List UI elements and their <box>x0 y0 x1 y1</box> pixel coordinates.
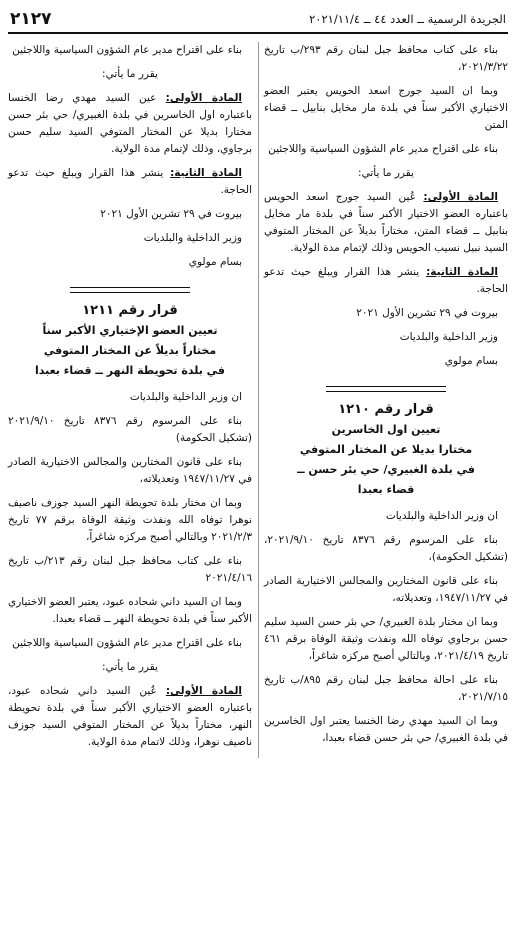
decree-title-line: تعيين اول الخاسرين <box>331 423 441 436</box>
article-label: المادة الأولى: <box>165 92 242 104</box>
paragraph: بناء على كتاب محافظ جبل لبنان رقم ٢١٣/ب تاريخ ٢٠٢١/٤/١٦ <box>8 555 252 584</box>
decides-heading: يقرر ما يأتي: <box>358 167 414 179</box>
decree-title-line: قضاء بعبدا <box>357 483 415 496</box>
issue-date: بيروت في ٢٩ تشرين الأول ٢٠٢١ <box>100 208 242 220</box>
paragraph: وبما ان مختار بلدة الغبيري/ حي بئر حسن السيد سليم حسن برجاوي توفاه الله ونفذت وثيقة الوفاة برقم ٤٦١ تاريخ ٢٠٢١/٤/١٩، وبالتالي أصبح مركزه شاغراً، <box>264 616 508 662</box>
decree-title-line: مختاراً بديلاً عن المختار المتوفي <box>43 344 217 357</box>
left-column <box>8 42 252 758</box>
article-text: عُين السيد داني شحاده عبود، باعتباره العضو الاختياري الأكبر سناً في بلدة تحويطة النهر، مختاراً بديلاً عن المختار المتوفي السيد جوزف ناصيف نوهرا، وذلك لاتمام مدة الولاية. <box>8 685 252 748</box>
decree-number: قرار رقم ١٢١٠ <box>338 402 434 417</box>
signer-name: بسام مولوي <box>444 355 498 367</box>
paragraph: ان وزير الداخلية والبلديات <box>385 510 498 522</box>
minister-title: وزير الداخلية والبلديات <box>143 232 242 244</box>
article-label: المادة الثانية: <box>426 266 498 278</box>
paragraph: بناء على اقتراح مدير عام الشؤون السياسية واللاجئين <box>268 143 498 155</box>
paragraph: ان وزير الداخلية والبلديات <box>129 391 242 403</box>
decree-heading <box>8 303 252 381</box>
decree-heading <box>264 402 508 500</box>
paragraph: وبما ان السيد داني شحاده عبود، يعتبر العضو الاختياري الأكبر سناً في بلدة تحويطة النهر ــ قضاء بعبدا. <box>8 596 252 625</box>
article-label: المادة الثانية: <box>170 167 242 179</box>
columns <box>8 42 508 758</box>
decides-heading: يقرر ما يأتي: <box>102 661 158 673</box>
issue-date: بيروت في ٢٩ تشرين الأول ٢٠٢١ <box>356 307 498 319</box>
paragraph: بناء على المرسوم رقم ٨٣٧٦ تاريخ ٢٠٢١/٩/١٠، (تشكيل الحكومة)، <box>264 534 508 563</box>
article-text: عُين السيد جورج اسعد الحويس باعتباره العضو الاختيار الأكبر سناً في بلدة مار مخايل بنابيل ــ قضاء المتن، مختاراً بديلاً عن المختار المتوفي السيد نبيل نسيب الحويس وذلك لإتمام مدة الولاية. <box>264 191 508 254</box>
article-one <box>8 90 252 158</box>
article-two <box>8 165 252 199</box>
decree-title-line: في بلدة الغبيري/ حي بئر حسن ــ <box>297 463 475 476</box>
paragraph: بناء على اقتراح مدير عام الشؤون السياسية واللاجئين <box>12 637 242 649</box>
paragraph: وبما ان السيد جورج اسعد الحويس يعتبر العضو الاختياري الأكبر سناً في بلدة مار مخايل بنابيل ــ قضاء المتن <box>264 85 508 131</box>
paragraph: بناء على اقتراح مدير عام الشؤون السياسية واللاجئين <box>12 44 242 56</box>
paragraph: بناء على المرسوم رقم ٨٣٧٦ تاريخ ٢٠٢١/٩/١٠ (تشكيل الحكومة) <box>8 415 252 444</box>
article-text: عين السيد مهدي رضا الخنسا باعتباره اول الخاسرين في بلدة الغبيري/ حي بئر حسن مختارا بديلا عن المختار المتوفي السيد سليم حسن برجاوي، وذلك لإتمام مدة الولاية. <box>8 92 252 155</box>
page-header <box>8 6 508 34</box>
article-label: المادة الأولى: <box>423 191 498 203</box>
column-divider <box>258 42 259 758</box>
right-column <box>264 42 508 758</box>
paragraph: بناء على احالة محافظ جبل لبنان رقم ٨٩٥/ب تاريخ ٢٠٢١/٧/١٥، <box>264 674 508 703</box>
decides-heading: يقرر ما يأتي: <box>102 68 158 80</box>
signer-name: بسام مولوي <box>188 256 242 268</box>
decree-title-line: مختارا بديلا عن المختار المتوفي <box>299 443 473 456</box>
paragraph: بناء على قانون المختارين والمجالس الاختيارية الصادر في ١٩٤٧/١١/٢٧ وتعديلاته، <box>8 456 252 485</box>
article-one <box>264 189 508 257</box>
running-title: الجريدة الرسمية ــ العدد ٤٤ ــ ٢٠٢١/١١/٤ <box>309 12 506 26</box>
article-text: ينشر هذا القرار ويبلغ حيث تدعو الحاجة. <box>264 266 508 295</box>
section-separator <box>8 278 252 297</box>
minister-title: وزير الداخلية والبلديات <box>399 331 498 343</box>
decree-title-line: تعيين العضو الإختياري الأكبر سناً <box>42 324 218 337</box>
article-text: ينشر هذا القرار ويبلغ حيث تدعو الحاجة. <box>8 167 252 196</box>
paragraph: وبما ان مختار بلدة تحويطة النهر السيد جوزف ناصيف نوهرا توفاه الله ونفذت وثيقة الوفاة برقم ٧٧ تاريخ ٢٠٢١/٢/٣ وبالتالي أصبح مركزه شاغراً، <box>8 497 252 543</box>
article-label: المادة الأولى: <box>165 685 243 697</box>
section-separator <box>264 377 508 396</box>
article-one <box>8 683 252 751</box>
paragraph: وبما ان السيد مهدي رضا الخنسا يعتبر اول الخاسرين في بلدة الغبيري/ حي بئر حسن قضاء بعبدا، <box>264 715 508 744</box>
decree-number: قرار رقم ١٢١١ <box>82 303 178 318</box>
paragraph: بناء على كتاب محافظ جبل لبنان رقم ٢٩٣/ب تاريخ ٢٠٢١/٣/٢٢، <box>264 44 508 73</box>
page-number: ٢١٢٧ <box>10 9 52 29</box>
article-two <box>264 264 508 298</box>
decree-title-line: في بلدة تحويطة النهر ــ قضاء بعبدا <box>34 364 225 377</box>
paragraph: بناء على قانون المختارين والمجالس الاختيارية الصادر في ١٩٤٧/١١/٢٧، وتعديلاته، <box>264 575 508 604</box>
